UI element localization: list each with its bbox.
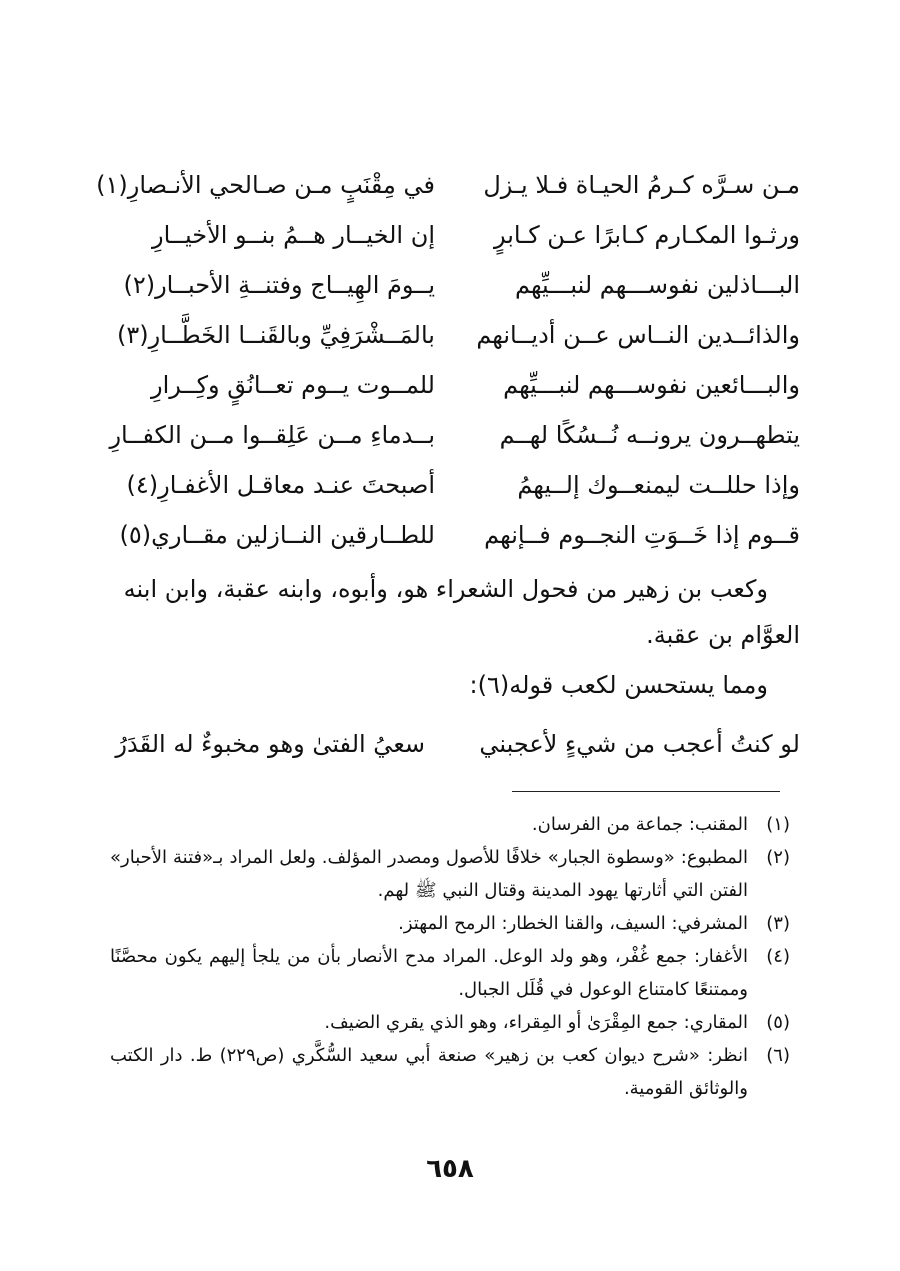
verse: [120, 510, 800, 560]
verse-second-hemistich: إن الخيــار هــمُ بنــو الأخيــارِ: [152, 221, 435, 249]
footnote-number: (٣): [766, 913, 790, 934]
verse-second-hemistich: يــومَ الهِيــاج وفتنــةِ الأحبــار(٢): [123, 271, 435, 299]
verse: [120, 210, 800, 260]
verse-second-hemistich: للطــارقين النــازلين مقــاري(٥): [119, 521, 435, 549]
footnote: [110, 808, 790, 841]
quoted-verse: [110, 720, 800, 768]
footnote: [110, 841, 790, 907]
verse-second-hemistich: للمــوت يــوم تعــانُقٍ وكِــرارِ: [151, 371, 435, 399]
verse-first-hemistich: لو كنتُ أعجب من شيءٍ لأعجبني: [479, 730, 800, 758]
verse: [120, 260, 800, 310]
poem: [96, 160, 800, 560]
verse-first-hemistich: ورثـوا المكـارم كـابرًا عـن كـابرٍ: [493, 221, 800, 249]
verse-first-hemistich: مـن سـرَّه كـرمُ الحيـاة فـلا يـزل: [483, 171, 800, 199]
verse-second-hemistich: سعيُ الفتىٰ وهو مخبوءٌ له القَدَرُ: [115, 730, 425, 758]
footnote-text: انظر: «شرح ديوان كعب بن زهير» صنعة أبي سعيد السُّكَّري (ص٢٢٩) ط. دار الكتب والوثائق القومية.: [110, 1045, 748, 1099]
verse-first-hemistich: وإذا حللــت ليمنعــوك إلــيهمُ: [517, 471, 800, 499]
footnote-text: المشرفي: السيف، والقنا الخطار: الرمح المهتز.: [398, 913, 748, 934]
verse-first-hemistich: قــوم إذا خَــوَتِ النجــوم فــإنهم: [484, 521, 800, 549]
footnote-text: المقنب: جماعة من الفرسان.: [531, 814, 748, 835]
verse-second-hemistich: في مِقْنَبٍ مـن صـالحي الأنـصارِ(١): [96, 171, 435, 199]
footnote-number: (٢): [766, 847, 790, 868]
verse-first-hemistich: والذائــدين النــاس عــن أديــانهم: [476, 321, 800, 349]
footnote-divider: [512, 791, 780, 792]
footnotes: [110, 808, 790, 1105]
footnote-number: (٥): [766, 1012, 790, 1033]
footnote: [110, 1006, 790, 1039]
verse: [96, 160, 800, 210]
footnote: [110, 907, 790, 940]
footnote-text: الأغفار: جمع غُفْر، وهو ولد الوعل. المراد مدح الأنصار بأن من يلجأ إليهم يكون محصَّنًا وممتنعًا كامتناع الوعول في قُلَل الجبال.: [110, 946, 748, 1000]
footnote-number: (١): [766, 814, 790, 835]
footnote-number: (٦): [766, 1045, 790, 1066]
footnote-text: المقاري: جمع المِقْرَىٰ أو المِقراء، وهو الذي يقري الضيف.: [324, 1012, 748, 1033]
verse: [120, 360, 800, 410]
verse-second-hemistich: بــدماءِ مــن عَلِقــوا مــن الكفــارِ: [109, 421, 435, 449]
body-paragraph: وكعب بن زهير من فحول الشعراء هو، وأبوه، وابنه عقبة، وابن ابنه العوَّام بن عقبة.: [123, 575, 800, 649]
verse-first-hemistich: البـــاذلين نفوســـهم لنبـــيِّهم: [514, 271, 800, 299]
verse: [116, 310, 800, 360]
body-paragraph-intro: ومما يستحسن لكعب قوله(٦):: [469, 671, 768, 699]
footnote-text: المطبوع: «وسطوة الجبار» خلافًا للأصول ومصدر المؤلف. ولعل المراد بـ«فتنة الأحبار» الفتن التي أثارتها يهود المدينة وقتال النبي ﷺ لهم.: [110, 847, 748, 901]
footnote: [110, 940, 790, 1006]
footnote-number: (٤): [766, 946, 790, 967]
verse-second-hemistich: أصبحتَ عنـد معاقـل الأغفـارِ(٤): [126, 471, 435, 499]
verse: [120, 460, 800, 510]
verse-first-hemistich: والبـــائعين نفوســـهم لنبـــيِّهم: [503, 371, 800, 399]
verse-second-hemistich: بالمَــشْرَفِيِّ وبالقَنــا الخَطَّــارِ(٣): [116, 321, 435, 349]
verse: [109, 410, 800, 460]
verse-first-hemistich: يتطهــرون يرونــه نُــسُكًا لهــم: [499, 421, 800, 449]
page-number: ٦٥٨: [426, 1154, 474, 1184]
footnote: [110, 1039, 790, 1105]
